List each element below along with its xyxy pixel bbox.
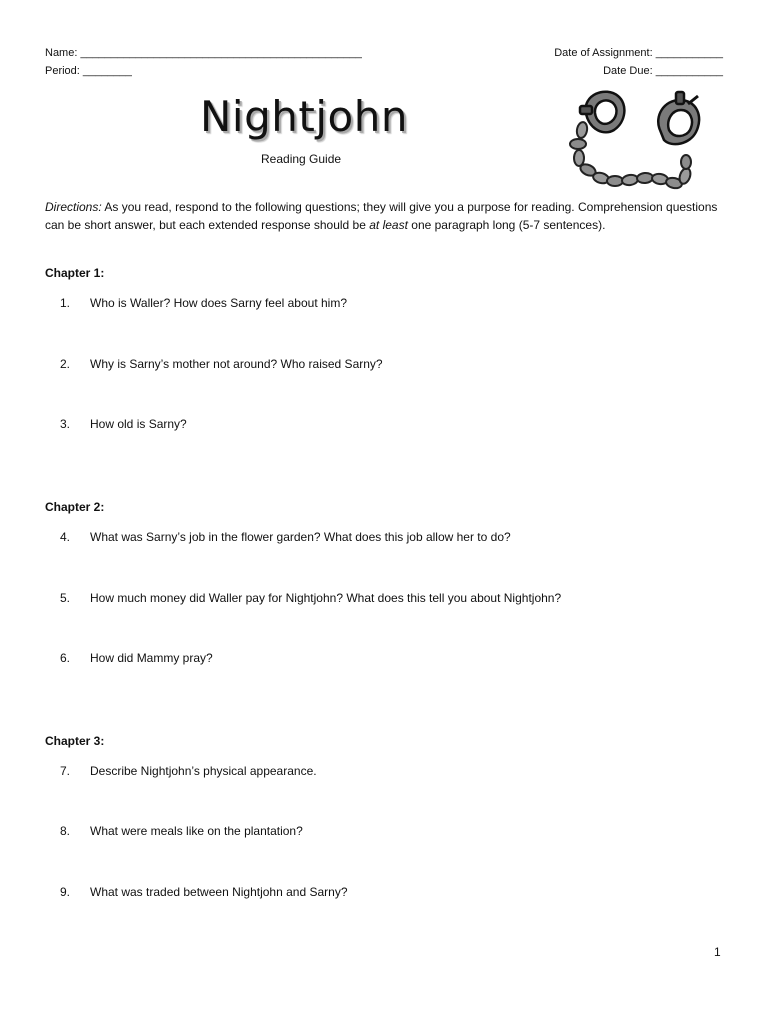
shackles-icon — [568, 86, 708, 196]
question-number: 4. — [59, 530, 70, 544]
question-text: What were meals like on the plantation? — [90, 824, 303, 838]
chapter-3-heading: Chapter 3: — [45, 734, 105, 748]
question-number: 7. — [59, 764, 70, 778]
question-number: 9. — [59, 885, 70, 899]
question-number: 6. — [59, 651, 70, 665]
directions-label: Directions: — [45, 200, 102, 214]
question-item — [45, 823, 303, 839]
question-item — [45, 416, 187, 432]
page-title: Nightjohn — [200, 92, 408, 141]
question-text: Describe Nightjohn’s physical appearance. — [90, 764, 317, 778]
question-item — [45, 590, 561, 606]
question-text: Why is Sarny’s mother not around? Who raised Sarny? — [90, 357, 383, 371]
question-number: 5. — [59, 591, 70, 605]
page-subtitle: Reading Guide — [261, 152, 342, 166]
chapter-2-heading: Chapter 2: — [45, 500, 105, 514]
question-number: 1. — [59, 296, 70, 310]
question-text: What was Sarny’s job in the flower garden? What does this job allow her to do? — [90, 530, 511, 544]
directions-paragraph — [45, 198, 725, 234]
question-text: What was traded between Nightjohn and Sarny? — [90, 885, 348, 899]
question-item — [45, 650, 213, 666]
directions-text-2: one paragraph long (5-7 sentences). — [407, 218, 606, 232]
directions-text-1: As you read, respond to the following questions; they will give you a purpose for reading. Comprehension questions can be short answer, but each extended response should be — [45, 200, 718, 232]
question-number: 2. — [59, 357, 70, 371]
date-due-label: Date Due: ___________ — [603, 65, 723, 77]
question-item — [45, 763, 317, 779]
question-text: How much money did Waller pay for Nightjohn? What does this tell you about Nightjohn? — [90, 591, 562, 605]
question-text: How old is Sarny? — [90, 417, 187, 431]
page-number: 1 — [714, 945, 721, 959]
question-text: Who is Waller? How does Sarny feel about him? — [90, 296, 348, 310]
question-number: 8. — [59, 824, 70, 838]
date-of-assignment-label: Date of Assignment: ___________ — [554, 47, 723, 59]
question-item — [45, 529, 511, 545]
chapter-1-heading: Chapter 1: — [45, 266, 105, 280]
directions-emphasis: at least — [369, 218, 408, 232]
name-field-label: Name: ______________________________________________ — [45, 47, 362, 59]
question-item — [45, 356, 383, 372]
question-item — [45, 295, 347, 311]
question-number: 3. — [59, 417, 70, 431]
question-text: How did Mammy pray? — [90, 651, 213, 665]
period-field-label: Period: ________ — [45, 65, 132, 77]
question-item — [45, 884, 348, 900]
